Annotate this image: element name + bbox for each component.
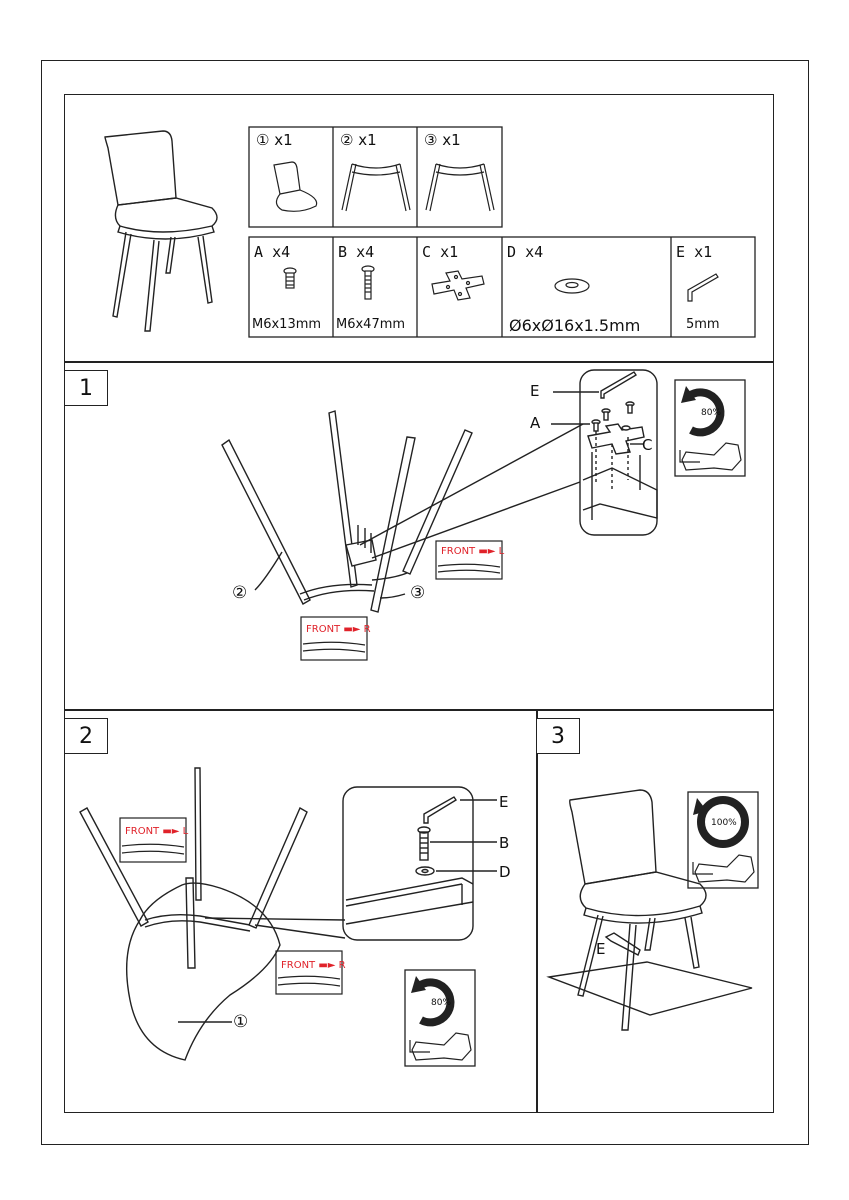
step1-front-label-l: FRONT ▬► L	[441, 546, 505, 557]
part-1-qty: x1	[274, 131, 293, 149]
hardware-e-size: 5mm	[686, 317, 720, 332]
step1-callout-e: E	[530, 382, 540, 400]
hardware-e-label: E x1	[676, 243, 713, 261]
step3-torque-percent: 100%	[711, 818, 737, 828]
step-2-number: 2	[64, 718, 108, 754]
step3-torque-icon	[688, 792, 758, 888]
step1-torque-percent: 80%	[701, 408, 722, 418]
part-3-qty: x1	[442, 131, 461, 149]
part-2-number: ②	[340, 131, 354, 149]
hardware-a-size: M6x13mm	[252, 317, 322, 332]
step1-front-label-r: FRONT ▬► R	[306, 624, 371, 635]
step3-chair-seat	[580, 872, 706, 916]
part-3-number: ③	[424, 131, 438, 149]
step-1-number: 1	[64, 370, 108, 406]
step3-chair-leg	[685, 917, 699, 968]
step2-front-label-r: FRONT ▬► R	[281, 960, 346, 971]
step1-callout-leg-right: ③	[410, 583, 426, 603]
hardware-a-label: A x4	[254, 243, 291, 261]
step2-callout-d: D	[499, 863, 511, 881]
hardware-b-label: B x4	[338, 243, 375, 261]
step1-callout-c: C	[642, 436, 653, 454]
step2-torque-percent: 80%	[431, 998, 452, 1008]
step-3-number: 3	[536, 718, 580, 754]
step1-callout-a: A	[530, 414, 541, 432]
part-1-number: ①	[256, 131, 270, 149]
step2-callout-b: B	[499, 834, 510, 852]
step2-callout-seat: ①	[233, 1012, 249, 1032]
step1-callout-leg-left: ②	[232, 583, 248, 603]
hardware-b-size: M6x47mm	[336, 317, 406, 332]
hardware-c-label: C x1	[422, 243, 459, 261]
step2-front-label-l: FRONT ▬► L	[125, 826, 189, 837]
step3-chair-back	[570, 790, 656, 884]
step2-callout-e: E	[499, 793, 509, 811]
step3-callout-e: E	[596, 940, 606, 958]
hardware-d-size: Ø6xØ16x1.5mm	[509, 316, 641, 335]
part-2-qty: x1	[358, 131, 377, 149]
hardware-d-label: D x4	[507, 243, 544, 261]
